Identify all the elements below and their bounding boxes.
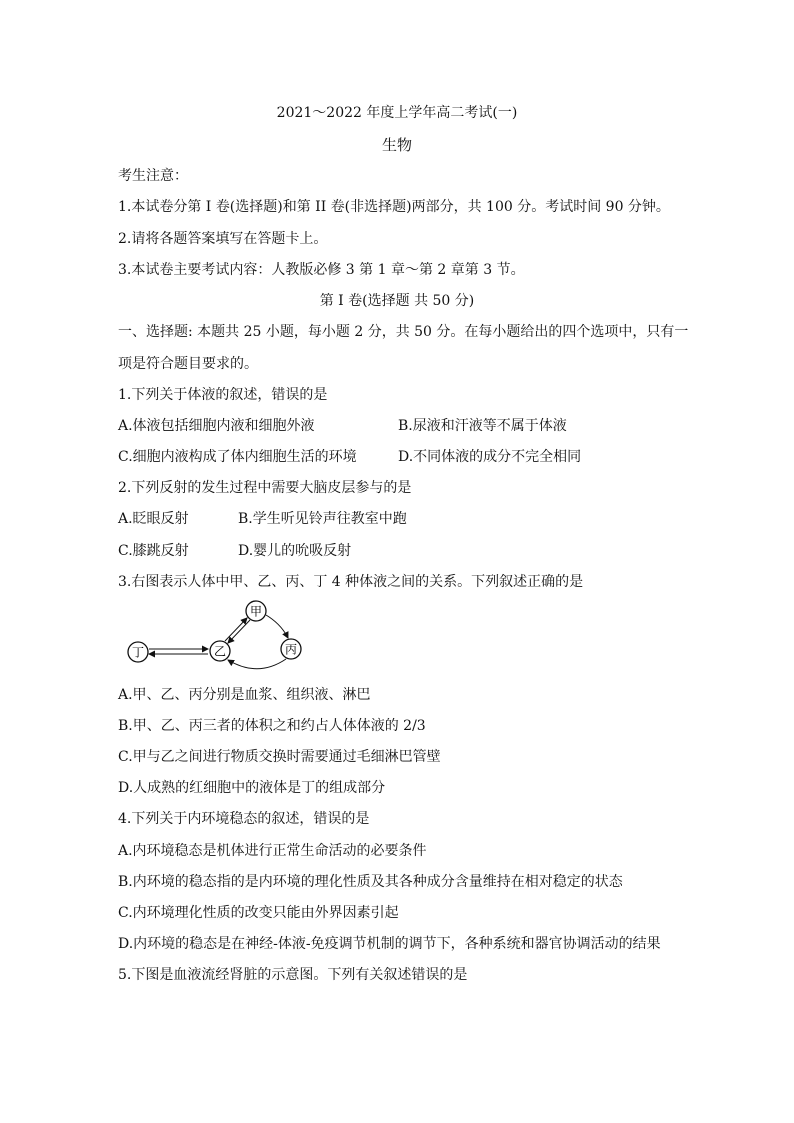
notice-heading: 考生注意：: [118, 168, 188, 184]
question-stem: 1.下列关于体液的叙述，错误的是: [118, 387, 328, 403]
section-instructions: 项是符合题目要求的。: [118, 356, 258, 372]
option-c: C.内环境理化性质的改变只能由外界因素引起: [118, 905, 399, 921]
option-a: A.体液包括细胞内液和细胞外液: [118, 418, 315, 434]
svg-text:乙: 乙: [213, 644, 227, 659]
option-b: B.学生听见铃声往教室中跑: [238, 511, 407, 527]
notice-item: 3.本试卷主要考试内容：人教版必修 3 第 1 章～第 2 章第 3 节。: [118, 262, 525, 278]
option-b: B.甲、乙、丙三者的体积之和约占人体体液的 2/3: [118, 718, 426, 734]
question-stem: 5.下图是血液流经肾脏的示意图。下列有关叙述错误的是: [118, 967, 468, 983]
body-fluid-diagram: [118, 598, 318, 674]
exam-title: 2021～2022 年度上学年高二考试(一): [276, 105, 518, 121]
arrow-jia-to-bing: [266, 615, 288, 638]
notice-item: 2.请将各题答案填写在答题卡上。: [118, 231, 328, 247]
option-d: D.婴儿的吮吸反射: [238, 543, 352, 559]
arrow-yi-to-jia: [225, 618, 247, 641]
option-a: A.内环境稳态是机体进行正常生命活动的必要条件: [118, 843, 427, 859]
option-b: B.尿液和汗液等不属于体液: [398, 418, 567, 434]
node-yi: [210, 641, 230, 661]
exam-subject: 生物: [381, 136, 412, 154]
option-d: D.内环境的稳态是在神经-体液-免疫调节机制的调节下，各种系统和器官协调活动的结果: [118, 936, 661, 952]
svg-text:丙: 丙: [284, 642, 298, 657]
option-d: D.人成熟的红细胞中的液体是丁的组成部分: [118, 780, 386, 796]
svg-text:甲: 甲: [249, 604, 263, 619]
question-stem: 2.下列反射的发生过程中需要大脑皮层参与的是: [118, 480, 412, 496]
option-b: B.内环境的稳态指的是内环境的理化性质及其各种成分含量维持在相对稳定的状态: [118, 874, 623, 890]
section-instructions: 一、选择题: 本题共 25 小题，每小题 2 分，共 50 分。在每小题给出的四个选项中，只有一: [118, 324, 689, 340]
option-c: C.膝跳反射: [118, 543, 189, 559]
node-bing: [281, 639, 301, 659]
option-a: A.甲、乙、丙分别是血浆、组织液、淋巴: [118, 687, 371, 703]
node-ding: [128, 642, 148, 662]
question-stem: 4.下列关于内环境稳态的叙述，错误的是: [118, 811, 370, 827]
node-jia: [246, 601, 266, 621]
question-stem: 3.右图表示人体中甲、乙、丙、丁 4 种体液之间的关系。下列叙述正确的是: [118, 574, 584, 590]
section-title: 第 I 卷(选择题 共 50 分): [319, 293, 475, 309]
option-c: C.细胞内液构成了体内细胞生活的环境: [118, 449, 357, 465]
arrow-bing-to-yi: [228, 659, 286, 669]
option-d: D.不同体液的成分不完全相同: [398, 449, 582, 465]
notice-item: 1.本试卷分第 I 卷(选择题)和第 II 卷(非选择题)两部分，共 100 分。考试时间 90 分钟。: [118, 199, 670, 215]
svg-text:丁: 丁: [131, 645, 145, 660]
option-c: C.甲与乙之间进行物质交换时需要通过毛细淋巴管壁: [118, 749, 441, 765]
option-a: A.眨眼反射: [118, 511, 189, 527]
arrow-jia-to-yi: [228, 620, 250, 643]
